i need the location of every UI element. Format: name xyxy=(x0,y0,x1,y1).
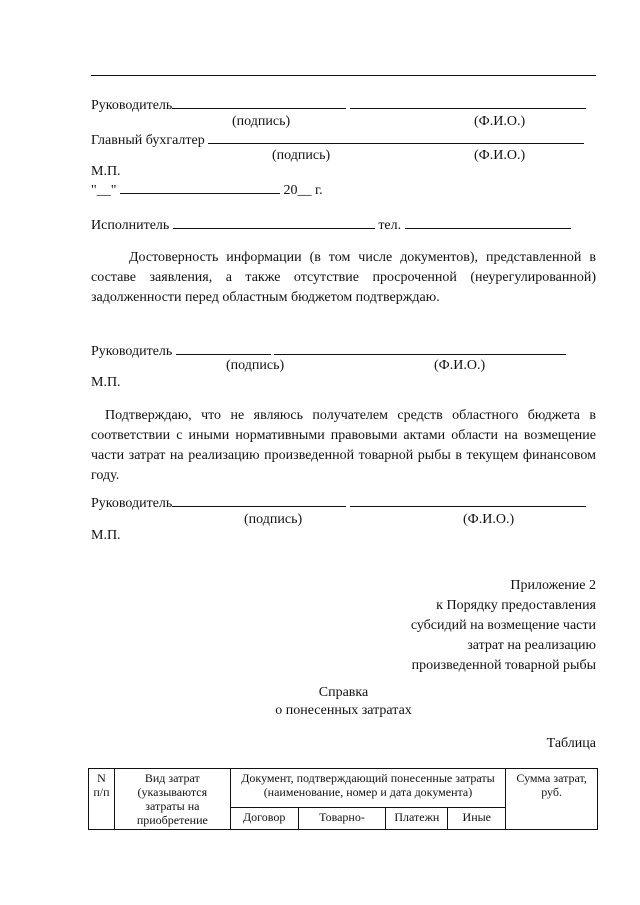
header-cell-number: N п/п xyxy=(89,769,115,830)
appendix-line-1: Приложение 2 xyxy=(510,578,596,593)
certificate-subtitle: о понесенных затратах xyxy=(275,703,412,718)
phone-line xyxy=(405,216,571,229)
date-year: 20__ г. xyxy=(283,183,323,198)
fio-line xyxy=(350,494,586,507)
appendix-heading xyxy=(411,576,596,676)
table-header-row xyxy=(89,769,598,808)
fio-caption: (Ф.И.О.) xyxy=(434,358,486,373)
head-label: Руководитель xyxy=(91,344,173,359)
head-label: Руководитель xyxy=(91,98,173,113)
executor-line xyxy=(173,216,375,229)
phone-label: тел. xyxy=(378,218,402,233)
head-label: Руководитель xyxy=(91,496,173,511)
date-month-line xyxy=(120,181,280,194)
signature-caption: (подпись) xyxy=(244,512,303,527)
top-separator-line xyxy=(91,75,596,76)
signature-caption: (подпись) xyxy=(272,148,331,163)
header-cell-cost-type: Вид затрат (указываются затраты на приобретение xyxy=(114,769,230,830)
chief-accountant-signature-row xyxy=(91,131,596,149)
fio-caption: (Ф.И.О.) xyxy=(463,512,515,527)
fio-line xyxy=(274,342,566,355)
signature-caption: (подпись) xyxy=(226,358,285,373)
executor-label: Исполнитель xyxy=(91,218,170,233)
subheader-cell-other: Иные xyxy=(448,807,506,829)
fio-caption: (Ф.И.О.) xyxy=(474,148,526,163)
fio-line xyxy=(350,96,586,109)
executor-row xyxy=(91,216,596,234)
fio-line xyxy=(394,131,584,144)
costs-table xyxy=(88,768,598,830)
subheader-cell-contract: Договор xyxy=(230,807,298,829)
seal-mark: М.П. xyxy=(91,528,121,543)
appendix-line-2: к Порядку предоставления xyxy=(436,598,596,613)
head-signature-row xyxy=(91,96,596,114)
confirmation-paragraph-2: Подтверждаю, что не являюсь получателем средств областного бюджета в соответствии с иными нормативными правовыми актами области на возмещение части затрат на реализацию произведенной товарной рыбы в текущем финансовом году. xyxy=(91,408,596,483)
confirmation2-signature-row xyxy=(91,494,596,512)
certificate-title: Справка xyxy=(318,685,369,700)
subheader-cell-goods: Товарно- xyxy=(298,807,386,829)
signature-caption: (подпись) xyxy=(232,114,291,129)
subheader-cell-payment: Платежн xyxy=(386,807,448,829)
seal-mark: М.П. xyxy=(91,164,121,179)
fio-caption: (Ф.И.О.) xyxy=(474,114,526,129)
chief-accountant-label: Главный бухгалтер xyxy=(91,133,205,148)
confirmation1-signature-row xyxy=(91,342,596,360)
confirmation-paragraph-1: Достоверность информации (в том числе документов), представленной в составе заявления, а также отсутствие просроченной (неурегулированной) задолженности перед областным бюджетом подтверждаю. xyxy=(91,250,596,305)
table-label: Таблица xyxy=(546,736,596,751)
signature-line xyxy=(172,96,346,109)
seal-mark: М.П. xyxy=(91,375,121,390)
date-row xyxy=(91,181,596,199)
signature-line xyxy=(176,342,271,355)
signature-line xyxy=(172,494,346,507)
appendix-line-4: затрат на реализацию xyxy=(467,638,596,653)
appendix-line-3: субсидий на возмещение части xyxy=(410,618,596,633)
header-cell-sum: Сумма затрат, руб. xyxy=(506,769,598,830)
signature-line xyxy=(208,131,394,144)
date-day: "__" xyxy=(91,183,117,198)
appendix-line-5: произведенной товарной рыбы xyxy=(411,658,596,673)
header-cell-document: Документ, подтверждающий понесенные затраты (наименование, номер и дата документа) xyxy=(230,769,506,808)
